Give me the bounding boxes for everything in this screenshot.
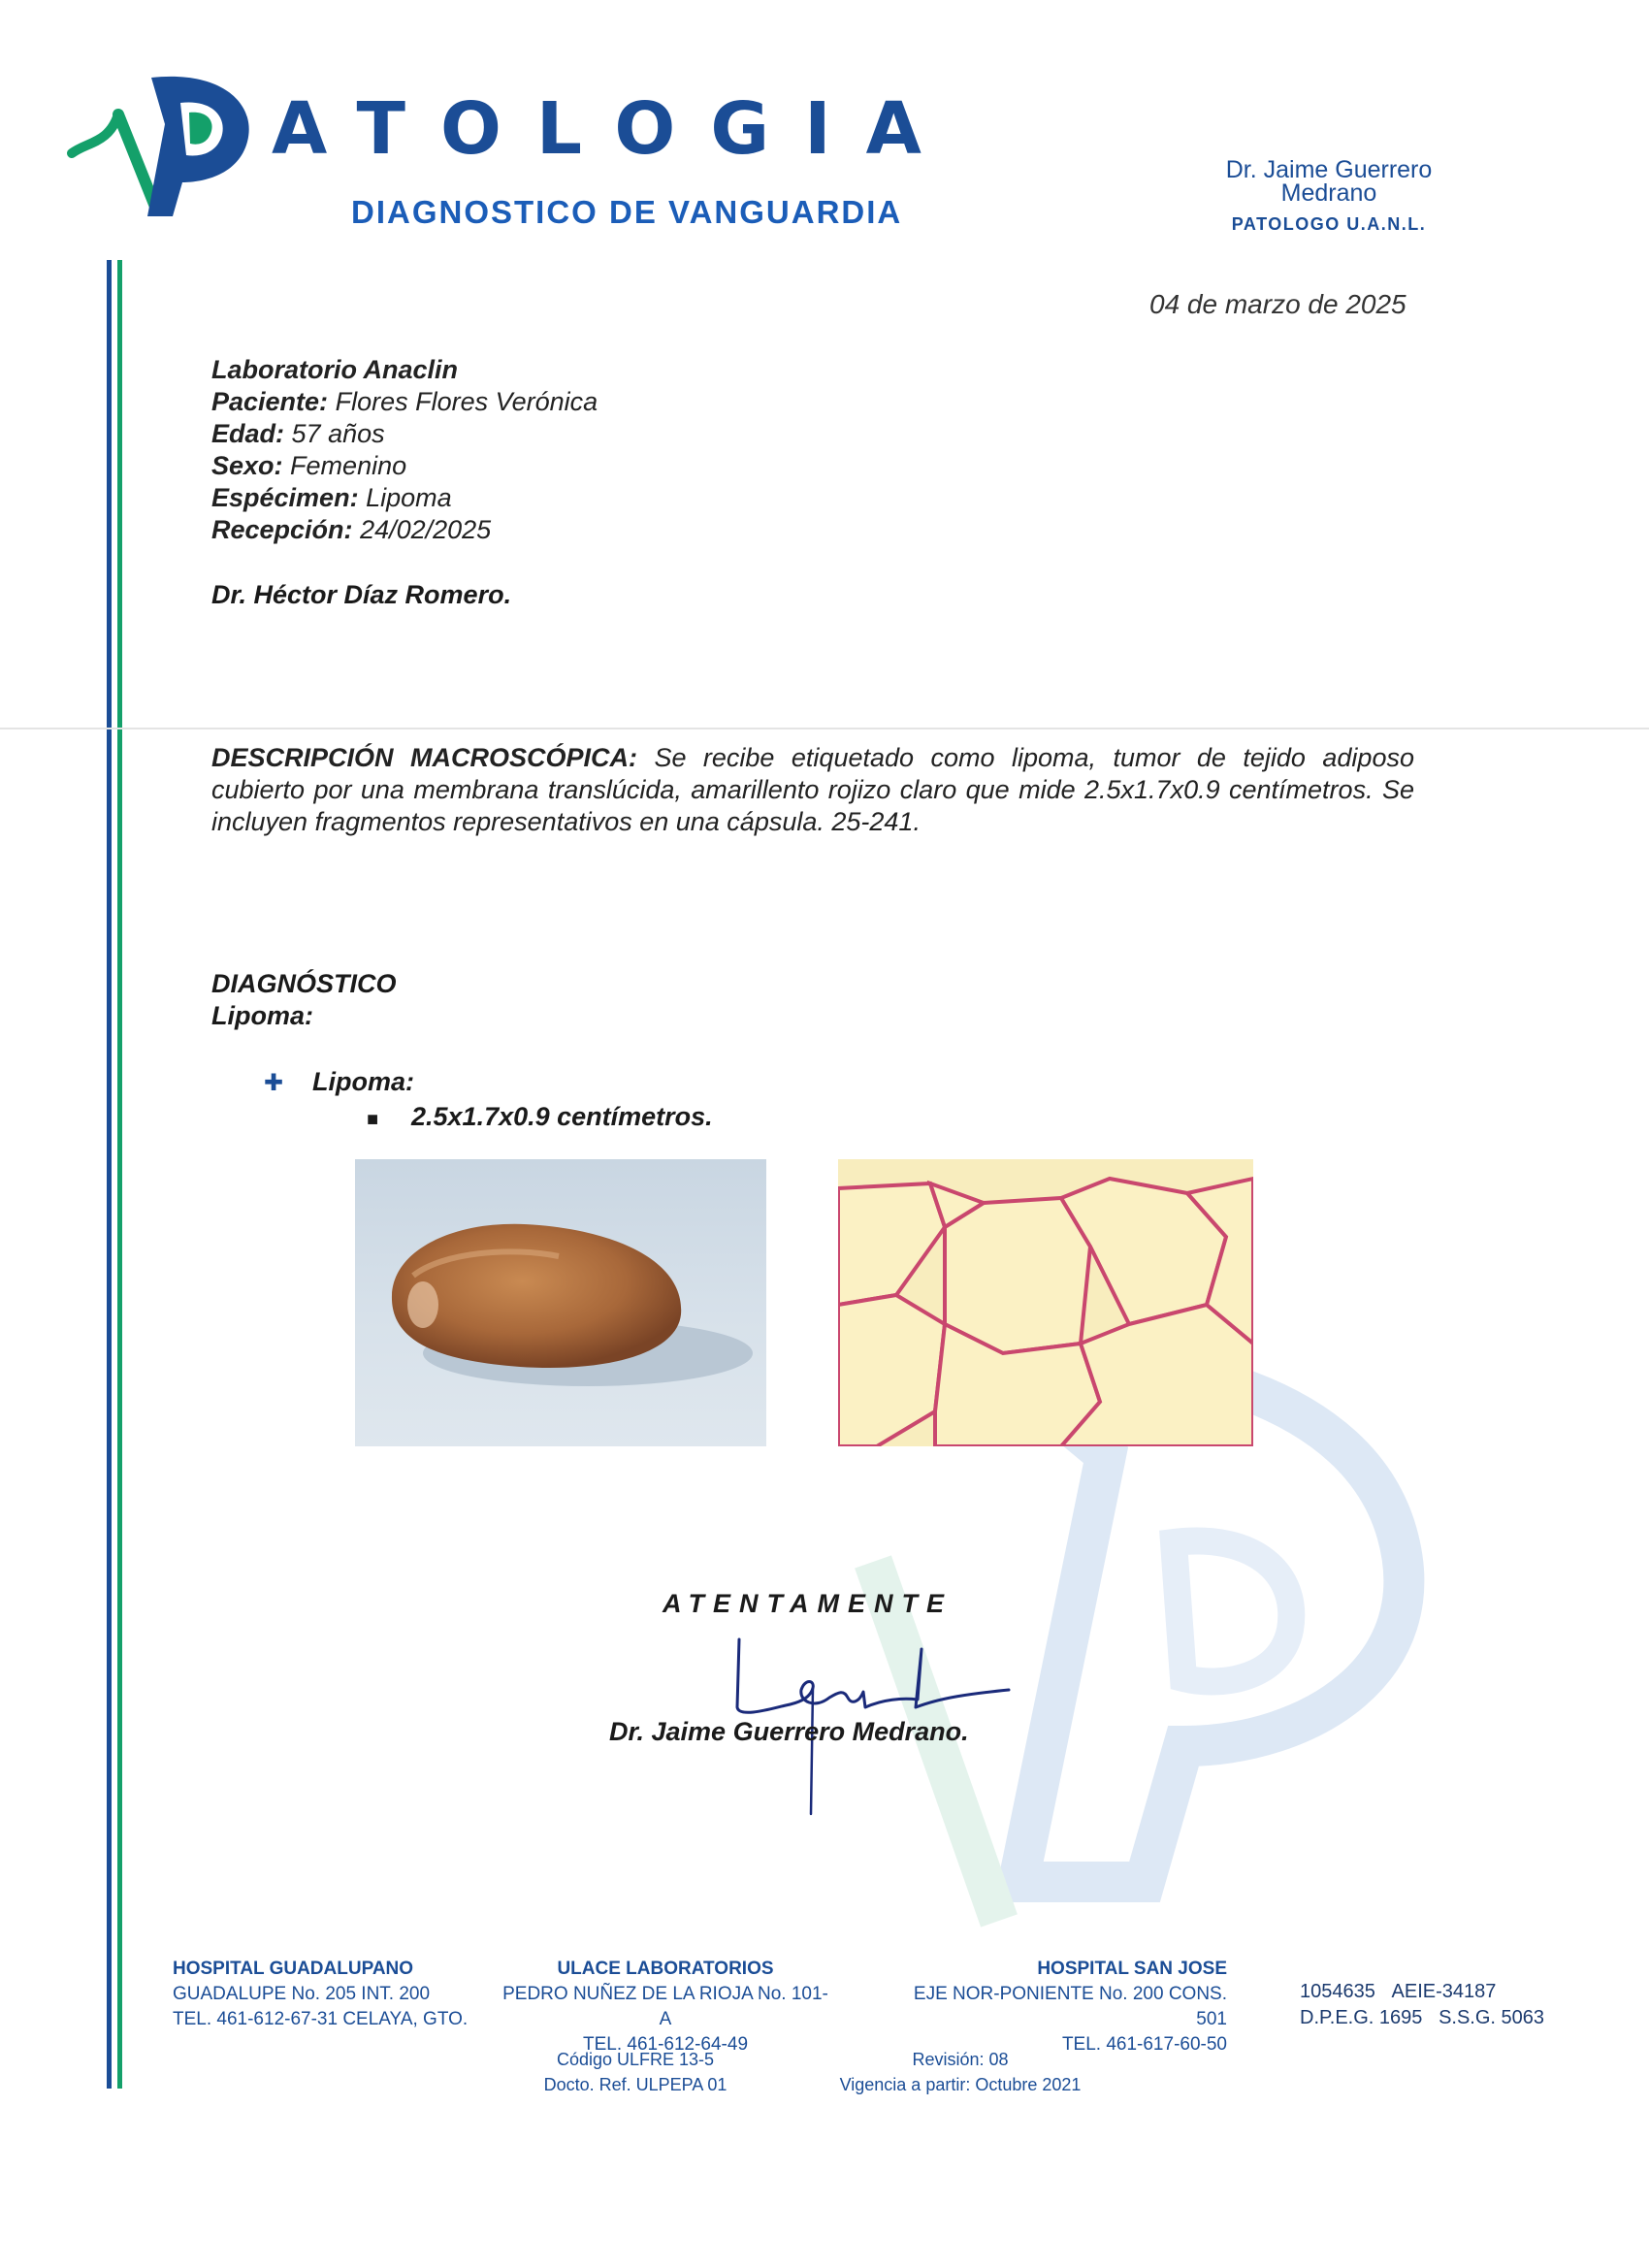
specimen-label: Espécimen: bbox=[211, 483, 359, 512]
signer-name: Dr. Jaime Guerrero Medrano. bbox=[609, 1717, 969, 1746]
patient-specimen: Lipoma bbox=[366, 483, 452, 512]
doctor-title: PATOLOGO U.A.N.L. bbox=[1231, 214, 1427, 234]
sex-label: Sexo: bbox=[211, 451, 283, 480]
doctor-name-line2: Medrano bbox=[1280, 179, 1377, 207]
specimen-photo bbox=[355, 1159, 766, 1446]
footer-hospital-san-jose bbox=[888, 1957, 1227, 2057]
diagnosis-block bbox=[211, 968, 397, 1032]
description-text: Se recibe etiquetado como lipoma, tumor de tejido adiposo cubierto por una membrana translúcida, amarillento rojizo claro que mide 2.5x1.7x0.9 centímetros. Se incluyen fragmentos representativos en una cápsula. 25-241. bbox=[211, 743, 1414, 836]
brand-tagline: DIAGNOSTICO DE VANGUARDIA bbox=[351, 194, 903, 230]
reception-date: 24/02/2025 bbox=[360, 515, 492, 544]
diagnosis-subtitle: Lipoma: bbox=[211, 1001, 313, 1030]
footer-docref: Docto. Ref. ULPEPA 01 bbox=[543, 2075, 728, 2094]
footer-revision-block bbox=[820, 2047, 1101, 2097]
footer-registrations bbox=[1300, 1979, 1544, 2031]
footer-revision: Revisión: 08 bbox=[912, 2050, 1009, 2069]
brand-name: ATOLOGIA bbox=[272, 87, 956, 171]
closing-greeting: ATENTAMENTE bbox=[663, 1589, 953, 1618]
description-label: DESCRIPCIÓN MACROSCÓPICA: bbox=[211, 743, 637, 772]
vertical-bar-green bbox=[117, 260, 122, 2089]
footer-h1-phone: TEL. 461-612-67-31 CELAYA, GTO. bbox=[173, 2009, 469, 2029]
paper-fold-line bbox=[0, 728, 1649, 729]
footer-h1-name: HOSPITAL GUADALUPANO bbox=[173, 1959, 414, 1979]
reg-1a: 1054635 bbox=[1300, 1981, 1375, 2002]
reg-2b: S.S.G. 5063 bbox=[1439, 2007, 1545, 2028]
report-date: 04 de marzo de 2025 bbox=[1149, 289, 1406, 319]
lab-name: Laboratorio Anaclin bbox=[211, 355, 459, 384]
logo-mark bbox=[58, 56, 262, 231]
diagnosis-item: Lipoma: bbox=[312, 1067, 414, 1096]
doctor-name-line1: Dr. Jaime Guerrero bbox=[1225, 156, 1433, 183]
footer-code: Código ULFRE 13-5 bbox=[556, 2050, 715, 2069]
doctor-header bbox=[1193, 158, 1465, 236]
footer-h3-name: HOSPITAL SAN JOSE bbox=[1037, 1959, 1227, 1979]
footer-h3-address: EJE NOR-PONIENTE No. 200 CONS. 501 bbox=[913, 1984, 1227, 2029]
reg-2a: D.P.E.G. 1695 bbox=[1300, 2007, 1423, 2028]
footer-code-block bbox=[524, 2047, 747, 2097]
footer-validity: Vigencia a partir: Octubre 2021 bbox=[839, 2075, 1082, 2094]
footer-h1-address: GUADALUPE No. 205 INT. 200 bbox=[173, 1984, 431, 2004]
patient-info bbox=[211, 354, 598, 546]
histology-photo bbox=[838, 1159, 1253, 1446]
age-label: Edad: bbox=[211, 419, 285, 448]
diagnosis-title: DIAGNÓSTICO bbox=[211, 969, 397, 998]
square-bullet-icon: ■ bbox=[367, 1109, 379, 1130]
footer-h3-phone: TEL. 461-617-60-50 bbox=[1061, 2034, 1227, 2055]
reg-1b: AEIE-34187 bbox=[1391, 1981, 1497, 2002]
macroscopic-description bbox=[211, 742, 1414, 838]
footer-h2-address: PEDRO NUÑEZ DE LA RIOJA No. 101-A bbox=[502, 1984, 828, 2029]
plus-bullet-icon: ✚ bbox=[264, 1070, 284, 1096]
patient-label: Paciente: bbox=[211, 387, 329, 416]
vertical-bar-blue bbox=[107, 260, 112, 2089]
referring-doctor: Dr. Héctor Díaz Romero. bbox=[211, 580, 512, 609]
footer-h2-name: ULACE LABORATORIOS bbox=[557, 1959, 774, 1979]
footer-h2-phone: TEL. 461-612-64-49 bbox=[582, 2034, 749, 2055]
diagnosis-measure: 2.5x1.7x0.9 centímetros. bbox=[411, 1102, 713, 1131]
patient-sex: Femenino bbox=[290, 451, 407, 480]
reception-label: Recepción: bbox=[211, 515, 353, 544]
footer-ulace bbox=[502, 1957, 828, 2057]
patient-age: 57 años bbox=[291, 419, 385, 448]
footer-hospital-guadalupano bbox=[173, 1957, 468, 2032]
patient-name: Flores Flores Verónica bbox=[335, 387, 598, 416]
